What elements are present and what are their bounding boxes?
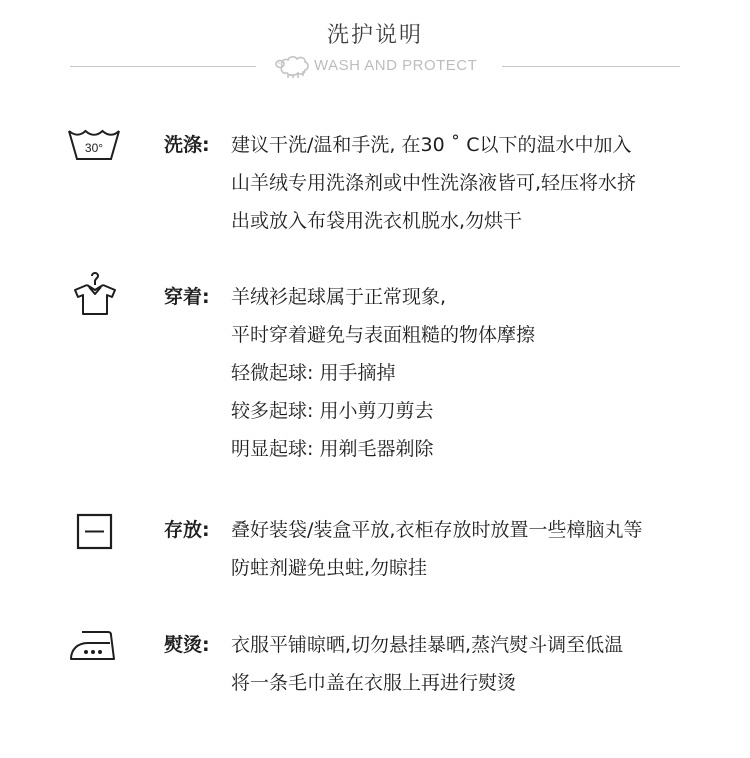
text-line: 平时穿着避免与表面粗糙的物体摩擦	[231, 324, 536, 346]
section-text-ironing	[231, 626, 731, 702]
divider-line-right	[502, 66, 680, 67]
text-line: 出或放入布袋用洗衣机脱水,勿烘干	[231, 210, 523, 232]
text-line: 衣服平铺晾晒,切勿悬挂暴晒,蒸汽熨斗调至低温	[231, 634, 624, 656]
divider-line-left	[70, 66, 256, 67]
subtitle-text: WASH AND PROTECT	[314, 57, 478, 74]
section-label-wash: 洗涤:	[164, 134, 210, 156]
wash-basin-30-icon	[66, 127, 122, 163]
shirt-on-hanger-icon	[72, 270, 118, 318]
text-line: 山羊绒专用洗涤剂或中性洗涤液皆可,轻压将水挤	[231, 172, 637, 194]
section-text-storage	[231, 511, 731, 587]
text-line: 防蛀剂避免虫蛀,勿晾挂	[231, 557, 428, 579]
text-line: 轻微起球: 用手摘掉	[231, 362, 396, 384]
page-title: 洗护说明	[326, 23, 423, 48]
section-label-storage: 存放:	[164, 519, 210, 541]
section-label-ironing: 熨烫:	[164, 634, 210, 656]
text-line: 羊绒衫起球属于正常现象,	[231, 286, 447, 308]
iron-icon	[68, 628, 118, 662]
sheep-logo-icon	[274, 52, 314, 80]
text-line: 明显起球: 用剃毛器剃除	[231, 438, 434, 460]
text-line: 较多起球: 用小剪刀剪去	[231, 400, 434, 422]
section-text-wash	[231, 126, 731, 240]
section-text-wear	[231, 278, 731, 468]
text-line: 建议干洗/温和手洗, 在30 ˚ C以下的温水中加入	[231, 134, 632, 156]
subtitle-divider	[70, 52, 680, 80]
text-line: 将一条毛巾盖在衣服上再进行熨烫	[231, 672, 517, 694]
wash-temp-label: 30°	[84, 141, 104, 155]
section-label-wear: 穿着:	[164, 286, 210, 308]
dry-flat-icon	[76, 513, 114, 551]
text-line: 叠好装袋/装盒平放,衣柜存放时放置一些樟脑丸等	[231, 519, 643, 541]
